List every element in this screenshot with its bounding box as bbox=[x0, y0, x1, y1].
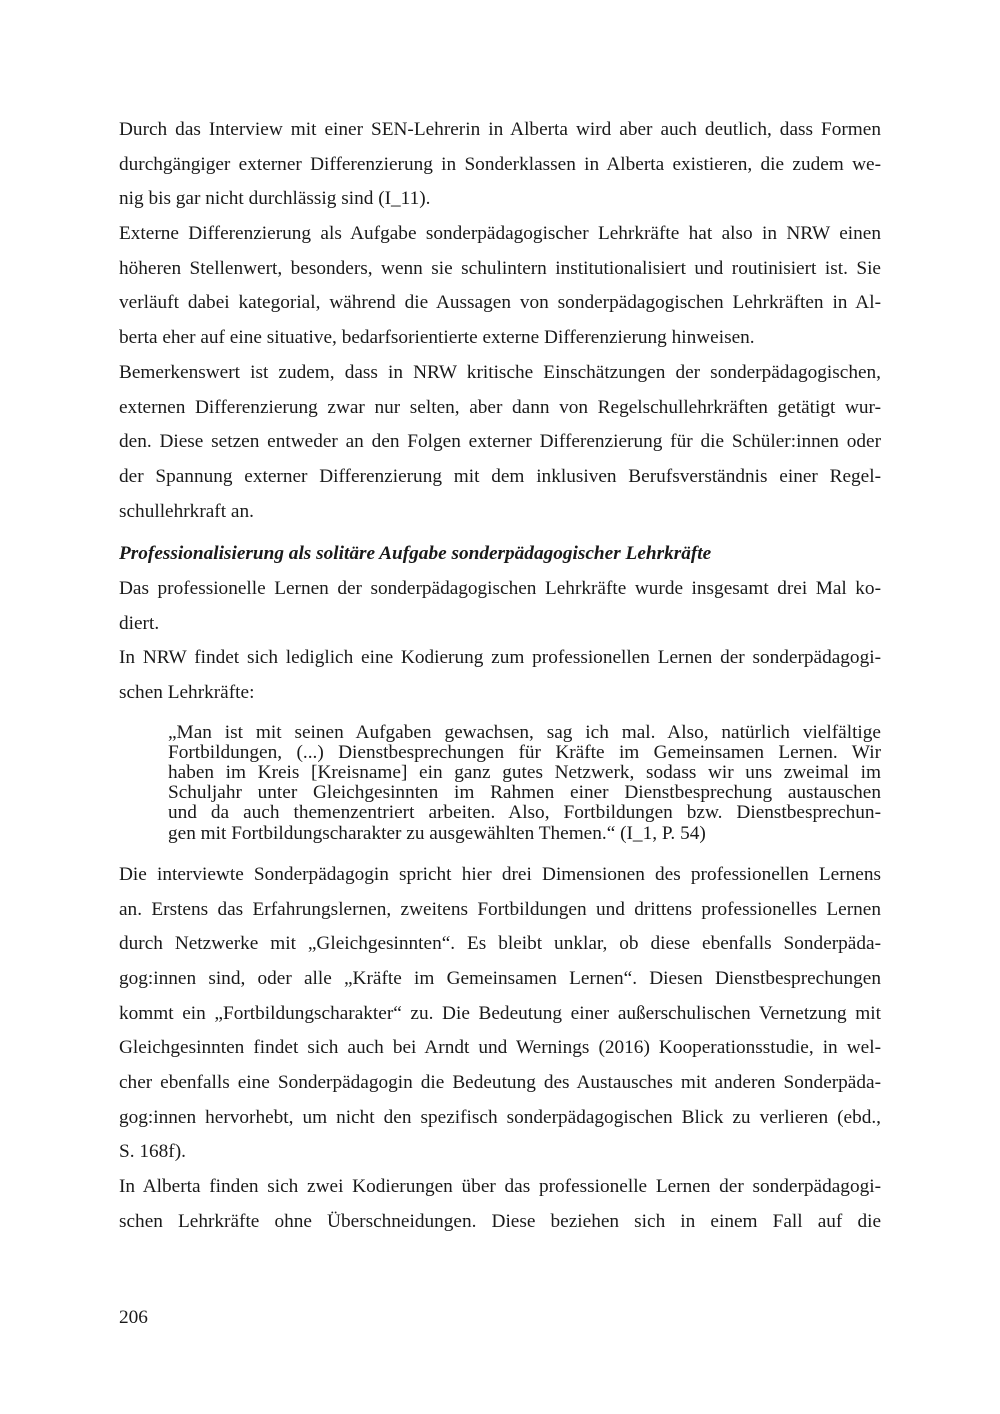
quote-line: und da auch themenzentriert arbeiten. Also, Fortbildungen bzw. Dienstbesprechun- bbox=[168, 802, 881, 824]
paragraph bbox=[119, 1170, 881, 1239]
paragraph bbox=[119, 641, 881, 710]
text-line: schen Lehrkräfte: bbox=[119, 682, 255, 703]
text-line: Die interviewte Sonderpädagogin spricht hier drei Dimensionen des professionellen Lernens bbox=[119, 863, 881, 885]
text-line: schen Lehrkräfte ohne Überschneidungen. Diese beziehen sich in einem Fall auf die bbox=[119, 1210, 881, 1232]
text-line: Das professionelle Lernen der sonderpädagogischen Lehrkräfte wurde insgesamt drei Mal ko- bbox=[119, 577, 881, 599]
page-number: 206 bbox=[119, 1307, 148, 1328]
text-line: Externe Differenzierung als Aufgabe sonderpädagogischer Lehrkräfte hat also in NRW einen bbox=[119, 223, 881, 245]
page-body bbox=[119, 113, 881, 1239]
text-line: In NRW findet sich lediglich eine Kodierung zum professionellen Lernen der sonderpädagogi- bbox=[119, 647, 881, 669]
block-quote bbox=[168, 723, 881, 844]
paragraph bbox=[119, 858, 881, 1170]
text-line: Gleichgesinnten findet sich auch bei Arndt und Wernings (2016) Kooperationsstudie, in wel- bbox=[119, 1037, 881, 1059]
paragraph bbox=[119, 113, 881, 217]
text-line: durch Netzwerke mit „Gleichgesinnten“. Es bleibt unklar, ob diese ebenfalls Sonderpäda- bbox=[119, 933, 881, 955]
paragraph bbox=[119, 356, 881, 529]
text-line: verläuft dabei kategorial, während die Aussagen von sonderpädagogischen Lehrkräften in Al- bbox=[119, 292, 881, 314]
text-line: durchgängiger externer Differenzierung in Sonderklassen in Alberta existieren, die zudem we- bbox=[119, 153, 881, 175]
text-line: höheren Stellenwert, besonders, wenn sie schulintern institutionalisiert und routinisiert ist. Sie bbox=[119, 257, 881, 279]
text-line: Bemerkenswert ist zudem, dass in NRW kritische Einschätzungen der sonderpädagogischen, bbox=[119, 361, 881, 383]
text-line: schullehrkraft an. bbox=[119, 500, 254, 522]
text-line: externen Differenzierung zwar nur selten, aber dann von Regelschullehrkräften getätigt wur- bbox=[119, 396, 881, 418]
quote-line: haben im Kreis [Kreisname] ein ganz gutes Netzwerk, sodass wir uns zweimal im bbox=[168, 762, 881, 784]
text-line: an. Erstens das Erfahrungslernen, zweitens Fortbildungen und drittens professionelles Lernen bbox=[119, 898, 881, 920]
text-line: kommt ein „Fortbildungscharakter“ zu. Die Bedeutung einer außerschulischen Vernetzung mit bbox=[119, 1002, 881, 1024]
text-line: berta eher auf eine situative, bedarfsorientierte externe Differenzierung hinweisen. bbox=[119, 327, 755, 349]
text-line: In Alberta finden sich zwei Kodierungen über das professionelle Lernen der sonderpädagogi- bbox=[119, 1176, 881, 1197]
paragraph bbox=[119, 572, 881, 641]
paragraph bbox=[119, 217, 881, 356]
quote-line: Fortbildungen, (...) Dienstbesprechungen für Kräfte im Gemeinsamen Lernen. Wir bbox=[168, 741, 881, 763]
text-line: gog:innen sind, oder alle „Kräfte im Gemeinsamen Lernen“. Diesen Dienstbesprechungen bbox=[119, 967, 881, 989]
quote-line: Schuljahr unter Gleichgesinnten im Rahmen einer Dienstbesprechung austauschen bbox=[168, 782, 881, 804]
quote-line: gen mit Fortbildungscharakter zu ausgewählten Themen.“ (I_1, P. 54) bbox=[168, 822, 706, 844]
section-heading: Professionalisierung als solitäre Aufgabe sonderpädagogischer Lehrkräfte bbox=[119, 543, 712, 565]
text-line: cher ebenfalls eine Sonderpädagogin die Bedeutung des Austausches mit anderen Sonderpäda- bbox=[119, 1071, 881, 1093]
text-line: den. Diese setzen entweder an den Folgen externer Differenzierung für die Schüler:innen oder bbox=[119, 431, 881, 453]
text-line: S. 168f). bbox=[119, 1141, 186, 1163]
text-line: nig bis gar nicht durchlässig sind (I_11). bbox=[119, 188, 431, 210]
quote-line: „Man ist mit seinen Aufgaben gewachsen, sag ich mal. Also, natürlich vielfältige bbox=[168, 721, 881, 743]
text-line: der Spannung externer Differenzierung mit dem inklusiven Berufsverständnis einer Regel- bbox=[119, 465, 881, 487]
text-line: Durch das Interview mit einer SEN-Lehrerin in Alberta wird aber auch deutlich, dass Formen bbox=[119, 119, 881, 140]
text-line: diert. bbox=[119, 612, 160, 634]
text-line: gog:innen hervorhebt, um nicht den spezifisch sonderpädagogischen Blick zu verlieren (ebd., bbox=[119, 1106, 881, 1128]
